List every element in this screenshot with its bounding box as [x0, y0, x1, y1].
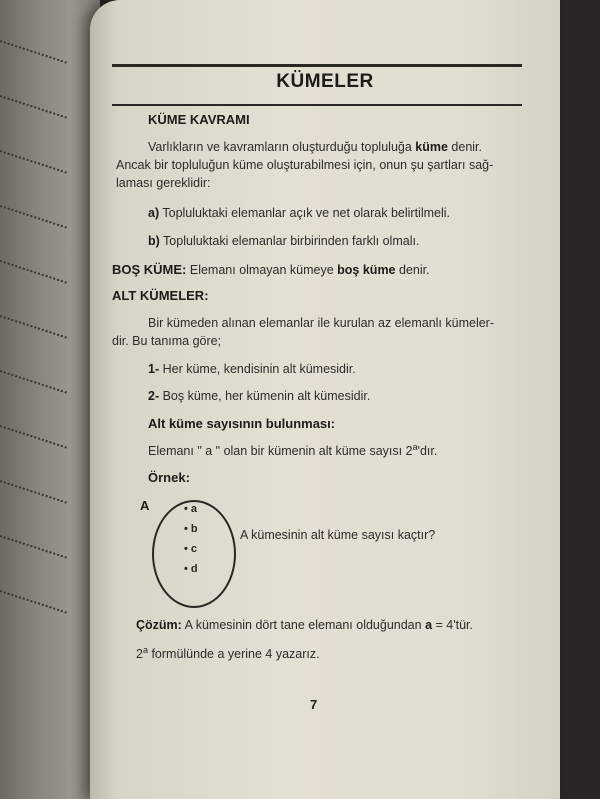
intro-line-3: laması gereklidir: — [116, 176, 211, 190]
example-question: A kümesinin alt küme sayısı kaçtır? — [240, 528, 436, 542]
set-element: • b — [184, 523, 198, 535]
section-heading: KÜME KAVRAMI — [148, 112, 250, 127]
example-label: Örnek: — [148, 470, 190, 485]
subset-count-heading: Alt küme sayısının bulunması: — [148, 416, 336, 431]
set-element: • d — [184, 563, 198, 575]
subsets-label: ALT KÜMELER: — [112, 288, 209, 303]
condition-b: b) Topluluktaki elemanlar birbirinden farklı olmalı. — [148, 234, 420, 248]
subsets-line-2: dir. Bu tanıma göre; — [112, 334, 222, 348]
intro-line-2: Ancak bir topluluğun küme oluşturabilmesi için, onun şu şartları sağ- — [116, 158, 494, 172]
book-spine — [0, 0, 100, 799]
empty-set-definition: BOŞ KÜME: Elemanı olmayan kümeye boş küme denir. — [112, 262, 430, 277]
set-element: • c — [184, 543, 198, 555]
condition-a: a) Topluluktaki elemanlar açık ve net olarak belirtilmeli. — [148, 206, 451, 220]
subsets-line-1: Bir kümeden alınan elemanlar ile kurulan az elemanlı kümeler- — [148, 316, 495, 330]
top-rule — [112, 64, 522, 67]
solution-line-1: Çözüm: A kümesinin dört tane elemanı olduğundan a = 4'tür. — [136, 618, 473, 632]
page-title: KÜMELER — [276, 71, 374, 92]
book-page — [90, 0, 560, 799]
intro-line-1: Varlıkların ve kavramların oluşturduğu topluluğa küme denir. — [148, 140, 482, 154]
subset-count-formula: Elemanı " a " olan bir kümenin alt küme sayısı 2$^a$'dır. — [148, 442, 438, 459]
page-number: 7 — [310, 697, 318, 712]
set-name-label: A — [140, 498, 150, 513]
set-element: • a — [184, 503, 198, 515]
solution-line-2: 2$^a$ formülünde a yerine 4 yazarız. — [136, 645, 320, 662]
subset-rule-2: 2- Boş küme, her kümenin alt kümesidir. — [148, 389, 371, 403]
subset-rule-1: 1- Her küme, kendisinin alt kümesidir. — [148, 362, 356, 376]
title-rule — [112, 104, 522, 106]
